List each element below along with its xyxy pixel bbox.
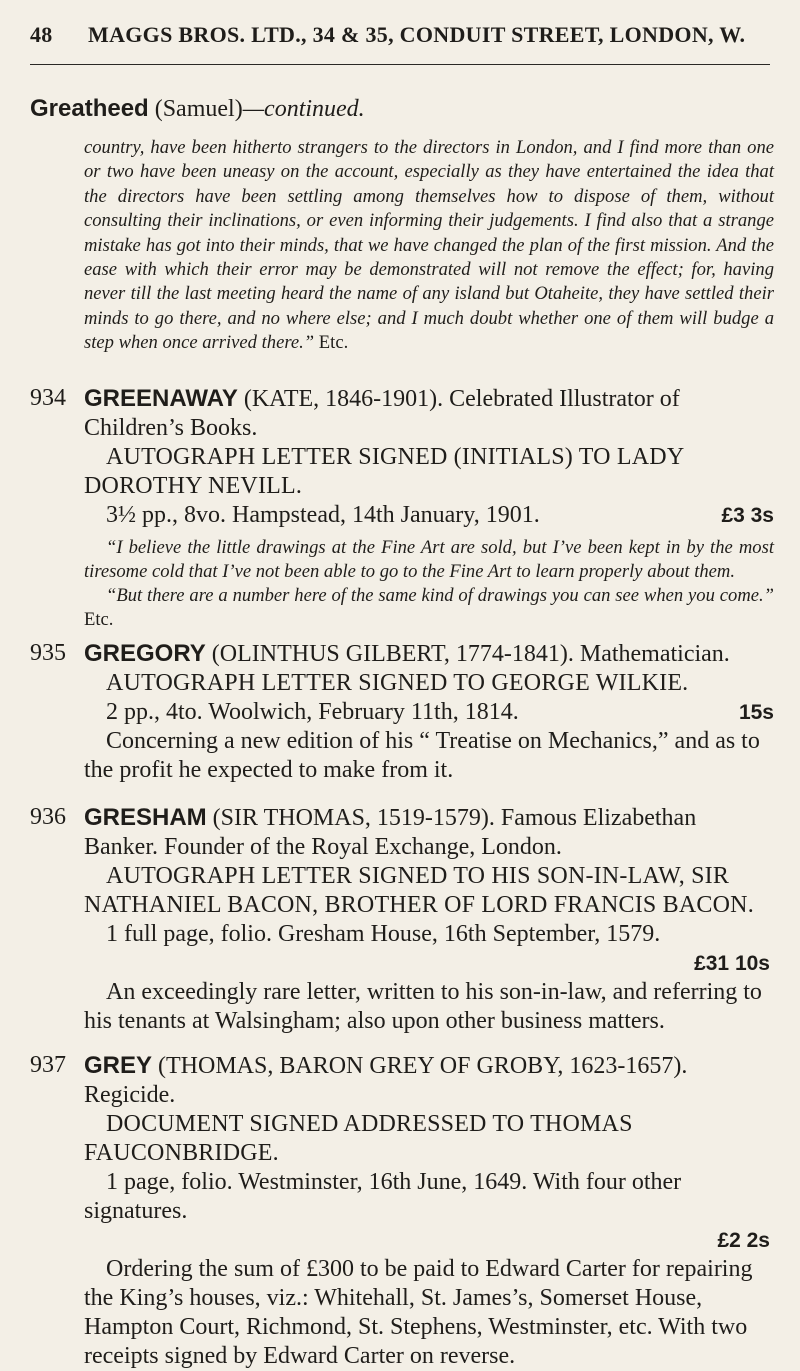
lot-price: 15s	[738, 701, 774, 724]
lot-entry	[30, 803, 774, 1036]
lot-name: GREY	[84, 1052, 153, 1079]
lot-title: AUTOGRAPH LETTER SIGNED TO HIS SON-IN-LAW, SIR NATHANIEL BACON, BROTHER OF LORD FRANCIS BACON.	[84, 863, 754, 918]
lot-title: AUTOGRAPH LETTER SIGNED TO GEORGE WILKIE.	[106, 670, 689, 696]
lot-quote: “I believe the little drawings at the Fine Art are sold, but I’ve been kept in by the most tiresome cold that I’ve not been able to go to the Fine Art to learn properly about them.	[84, 537, 774, 582]
lot-detail: 3½ pp., 8vo. Hampstead, 14th January, 1901. £3 3s	[106, 502, 774, 528]
continued-heading	[30, 95, 365, 123]
lot-entry	[30, 384, 774, 632]
lot-name: GRESHAM	[84, 804, 207, 831]
header-rule	[30, 64, 770, 65]
page-number: 48	[30, 22, 53, 47]
page-header	[30, 22, 770, 48]
lot-description: GREENAWAY (KATE, 1846-1901). Celebrated Illustrator of Children’s Books.	[84, 385, 680, 441]
continued-etc: Etc.	[318, 332, 349, 354]
continued-name: Greatheed	[30, 95, 149, 122]
lot-note: Concerning a new edition of his “ Treatise on Mechanics,” and as to the profit he expected to make from it.	[84, 728, 760, 783]
lot-entry	[30, 1051, 774, 1371]
continued-label: —continued.	[242, 96, 365, 122]
header-title: MAGGS BROS. LTD., 34 & 35, CONDUIT STREET, LONDON, W.	[88, 22, 746, 47]
lot-description: GREY (THOMAS, BARON GREY OF GROBY, 1623-1657). Regicide.	[84, 1052, 688, 1108]
lot-note: Ordering the sum of £300 to be paid to Edward Carter for repairing the King’s houses, viz.: Whitehall, St. James’s, Somerset House, Hampton Court, Richmond, St. Stephens, Westminster, etc. With two receipts signed by Edward Carter on reverse.	[84, 1256, 753, 1369]
lot-quote-continued: “But there are a number here of the same kind of drawings you can see when you come.” Etc.	[84, 585, 774, 630]
lot-price: £3 3s	[721, 504, 774, 527]
lot-detail: 1 page, folio. Westminster, 16th June, 1649. With four other signatures.	[84, 1169, 682, 1224]
lot-entry	[30, 639, 774, 785]
lot-description: GRESHAM (SIR THOMAS, 1519-1579). Famous Elizabethan Banker. Founder of the Royal Exchange, London.	[84, 804, 697, 860]
lot-number: 936	[30, 804, 66, 830]
lot-detail: 1 full page, folio. Gresham House, 16th September, 1579.	[106, 921, 661, 947]
lot-number: 935	[30, 640, 66, 666]
lot-title: AUTOGRAPH LETTER SIGNED (INITIALS) TO LADY DOROTHY NEVILL.	[84, 444, 684, 499]
lot-price: £2 2s	[717, 1229, 770, 1252]
lot-detail: 2 pp., 4to. Woolwich, February 11th, 1814. 15s	[106, 699, 774, 725]
lot-number: 937	[30, 1052, 66, 1078]
lot-title: DOCUMENT SIGNED ADDRESSED TO THOMAS FAUCONBRIDGE.	[84, 1111, 633, 1166]
lot-name: GREGORY	[84, 640, 206, 667]
lot-note: An exceedingly rare letter, written to his son-in-law, and referring to his tenants at Walsingham; also upon other business matters.	[84, 979, 762, 1034]
continued-forename: (Samuel)	[154, 96, 243, 122]
lot-price: £31 10s	[694, 952, 770, 975]
lot-number: 934	[30, 385, 66, 411]
lot-name: GREENAWAY	[84, 385, 238, 412]
lot-quote-etc: Etc.	[84, 609, 114, 630]
continued-text: country, have been hitherto strangers to the directors in London, and I find more than one or two have been uneasy on the account, especially as they have entertained the idea that the directors have been settling among themselves how to dispose of them, without consulting their inclinations, or even informing their judgements. I find also that a strange mistake has got into their minds, that we have changed the plan of the first mission. And the ease with which their error may be demonstrated will not remove the effect; for, having never till the last meeting heard the name of any island but Otaheite, they have settled their minds to go there, and no where else; and I much doubt whether one of them will budge a step when once arrived there.” Etc.	[84, 137, 774, 354]
lot-description: GREGORY (OLINTHUS GILBERT, 1774-1841). Mathematician.	[84, 640, 730, 667]
